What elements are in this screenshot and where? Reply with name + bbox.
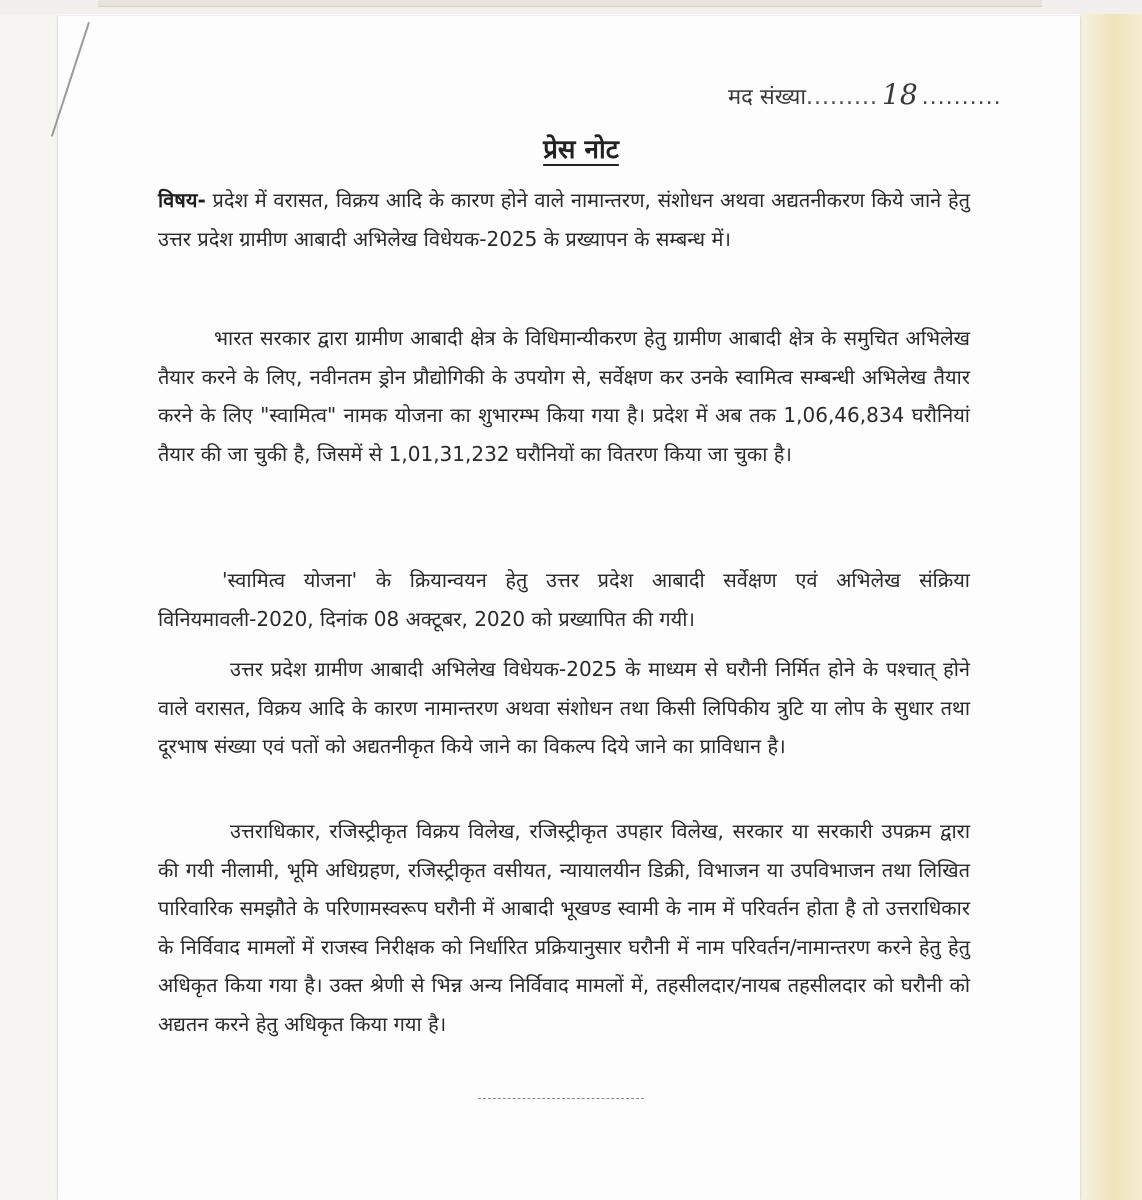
subject-paragraph: [158, 181, 970, 258]
page-title-wrap: [0, 130, 1142, 166]
item-number-dots-before: .........: [806, 85, 878, 110]
item-number: [728, 78, 1002, 111]
subject-label: विषय-: [158, 188, 206, 212]
item-number-dots-after: ..........: [921, 85, 1002, 110]
page-title: प्रेस नोट: [543, 135, 619, 165]
subject-text: प्रदेश में वरासत, विक्रय आदि के कारण होने वाले नामान्तरण, संशोधन अथवा अद्यतनीकरण किये जाने हेतु उत्तर प्रदेश ग्रामीण आबादी अभिलेख विधेयक-2025 के प्रख्यापन के सम्बन्ध में।: [158, 188, 970, 251]
paragraph-4: उत्तराधिकार, रजिस्ट्रीकृत विक्रय विलेख, रजिस्ट्रीकृत उपहार विलेख, सरकार या सरकारी उपक्रम द्वारा की गयी नीलामी, भूमि अधिग्रहण, रजिस्ट्रीकृत वसीयत, न्यायालयीन डिक्री, विभाजन या उपविभाजन तथा लिखित पारिवारिक समझौते के परिणामस्वरूप घरौनी में आबादी भूखण्ड स्वामी के नाम में परिवर्तन होता है तो उत्तराधिकार के निर्विवाद मामलों में राजस्व निरीक्षक को निर्धारित प्रक्रियानुसार घरौनी में नाम परिवर्तन/नामान्तरण करने हेतु हेतु अधिकृत किया गया है। उक्त श्रेणी से भिन्न अन्य निर्विवाद मामलों में, तहसीलदार/नायब तहसीलदार को घरौनी को अद्यतन करने हेतु अधिकृत किया गया है।: [158, 819, 970, 1036]
paragraph-1: भारत सरकार द्वारा ग्रामीण आबादी क्षेत्र के विधिमान्यीकरण हेतु ग्रामीण आबादी क्षेत्र के समुचित अभिलेख तैयार करने के लिए, नवीनतम ड्रोन प्रौद्योगिकी के उपयोग से, सर्वेक्षण कर उनके स्वामित्व सम्बन्धी अभिलेख तैयार करने के लिए "स्वामित्व" नामक योजना का शुभारम्भ किया गया है। प्रदेश में अब तक 1,06,46,834 घरौनियां तैयार की जा चुकी है, जिसमें से 1,01,31,232 घरौनियों का वितरण किया जा चुका है।: [158, 326, 970, 466]
paragraph-3: उत्तर प्रदेश ग्रामीण आबादी अभिलेख विधेयक-2025 के माध्यम से घरौनी निर्मित होने के पश्चात् होने वाले वरासत, विक्रय आदि के कारण नामान्तरण अथवा संशोधन तथा किसी लिपिकीय त्रुटि या लोप के सुधार तथा दूरभाष संख्या एवं पतों को अद्यतनीकृत किये जाने का विकल्प दिये जाने का प्राविधान है।: [158, 657, 970, 758]
item-number-label: मद संख्या: [728, 85, 807, 110]
item-number-value: 18: [882, 78, 918, 111]
paragraph-2: 'स्वामित्व योजना' के क्रियान्वयन हेतु उत्तर प्रदेश आबादी सर्वेक्षण एवं अभिलेख संक्रिया विनियमावली-2020, दिनांक 08 अक्टूबर, 2020 को प्रख्यापित की गयी।: [158, 568, 970, 631]
end-divider: [478, 1098, 644, 1099]
